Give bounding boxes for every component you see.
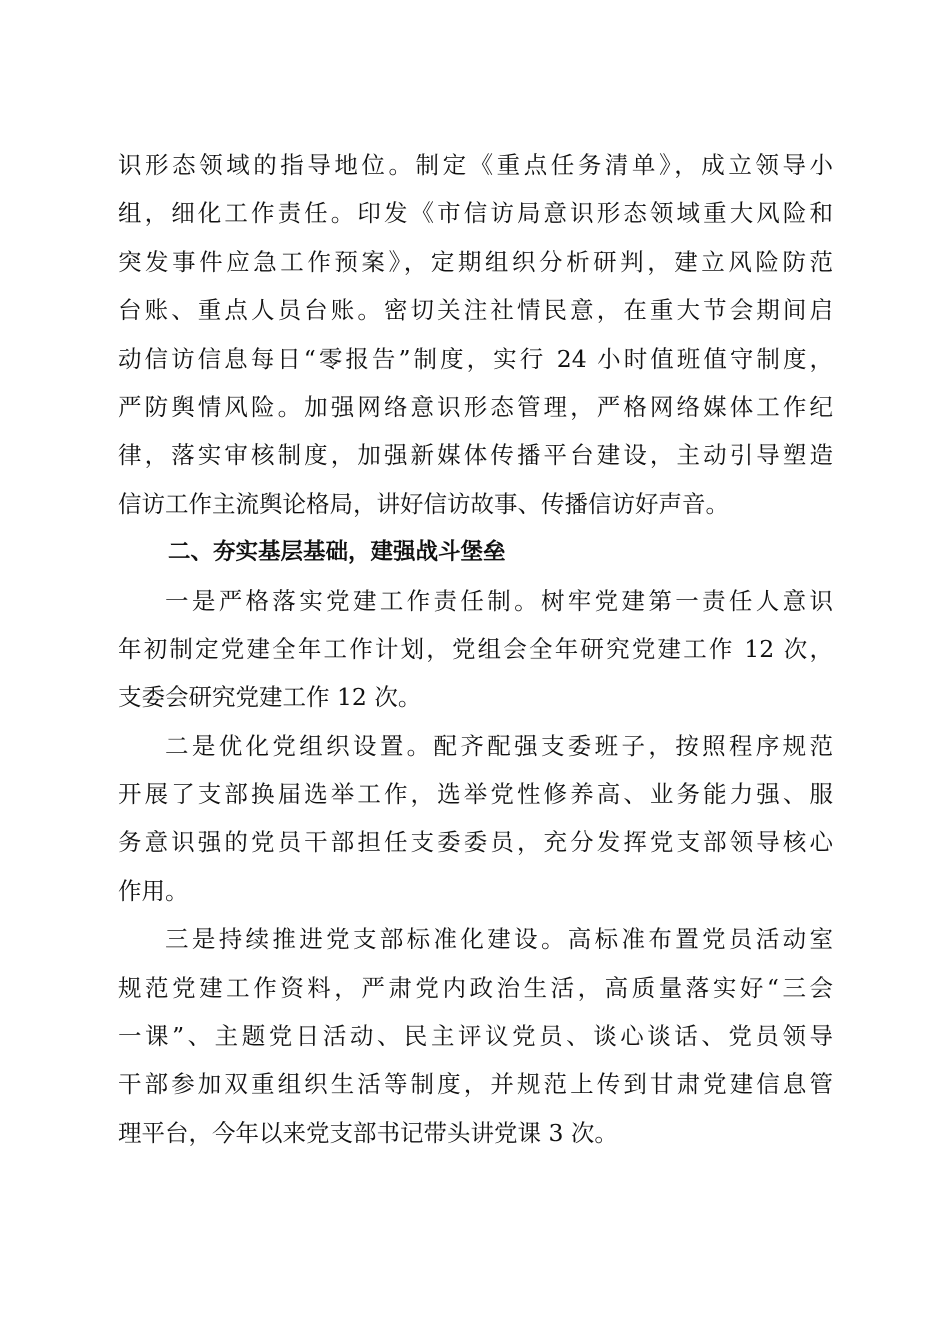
section-heading: 二、夯实基层基础，建强战斗堡垒 — [168, 539, 506, 566]
text-line: 务意识强的党员干部担任支委委员，充分发挥党支部领导核心 — [118, 828, 833, 857]
text-line: 二是优化党组织设置。配齐配强支委班子，按照程序规范 — [165, 731, 833, 760]
text-line: 理平台，今年以来党支部书记带头讲党课 3 次。 — [118, 1118, 618, 1147]
text-line: 三是持续推进党支部标准化建设。高标准布置党员活动室 — [165, 925, 833, 954]
text-line: 规范党建工作资料，严肃党内政治生活，高质量落实好“三会 — [118, 973, 833, 1002]
text-line: 组，细化工作责任。印发《市信访局意识形态领域重大风险和 — [118, 199, 833, 228]
text-line: 一是严格落实党建工作责任制。树牢党建第一责任人意识 — [165, 586, 833, 615]
text-line: 年初制定党建全年工作计划，党组会全年研究党建工作 12 次， — [118, 634, 833, 663]
paragraph-party-responsibility — [118, 577, 833, 722]
text-line: 支委会研究党建工作 12 次。 — [118, 683, 422, 712]
text-line: 律，落实审核制度，加强新媒体传播平台建设，主动引导塑造 — [118, 441, 833, 470]
text-line: 严防舆情风险。加强网络意识形态管理，严格网络媒体工作纪 — [118, 392, 833, 421]
text-line: 开展了支部换届选举工作，选举党性修养高、业务能力强、服 — [118, 780, 833, 809]
text-line: 作用。 — [118, 876, 189, 905]
paragraph-organization-setup — [118, 722, 833, 916]
paragraph-ideology-work — [118, 141, 833, 528]
text-line: 一课”、主题党日活动、民主评议党员、谈心谈话、党员领导 — [118, 1022, 833, 1051]
text-line: 干部参加双重组织生活等制度，并规范上传到甘肃党建信息管 — [118, 1070, 833, 1099]
text-line: 动信访信息每日“零报告”制度，实行 24 小时值班值守制度， — [118, 344, 833, 373]
text-line: 突发事件应急工作预案》，定期组织分析研判，建立风险防范 — [118, 247, 833, 276]
paragraph-standardization — [118, 915, 833, 1157]
text-line: 台账、重点人员台账。密切关注社情民意，在重大节会期间启 — [118, 296, 833, 325]
text-line: 识形态领域的指导地位。制定《重点任务清单》，成立领导小 — [118, 151, 833, 179]
text-line: 信访工作主流舆论格局，讲好信访故事、传播信访好声音。 — [118, 489, 729, 518]
document-body — [118, 141, 833, 1157]
